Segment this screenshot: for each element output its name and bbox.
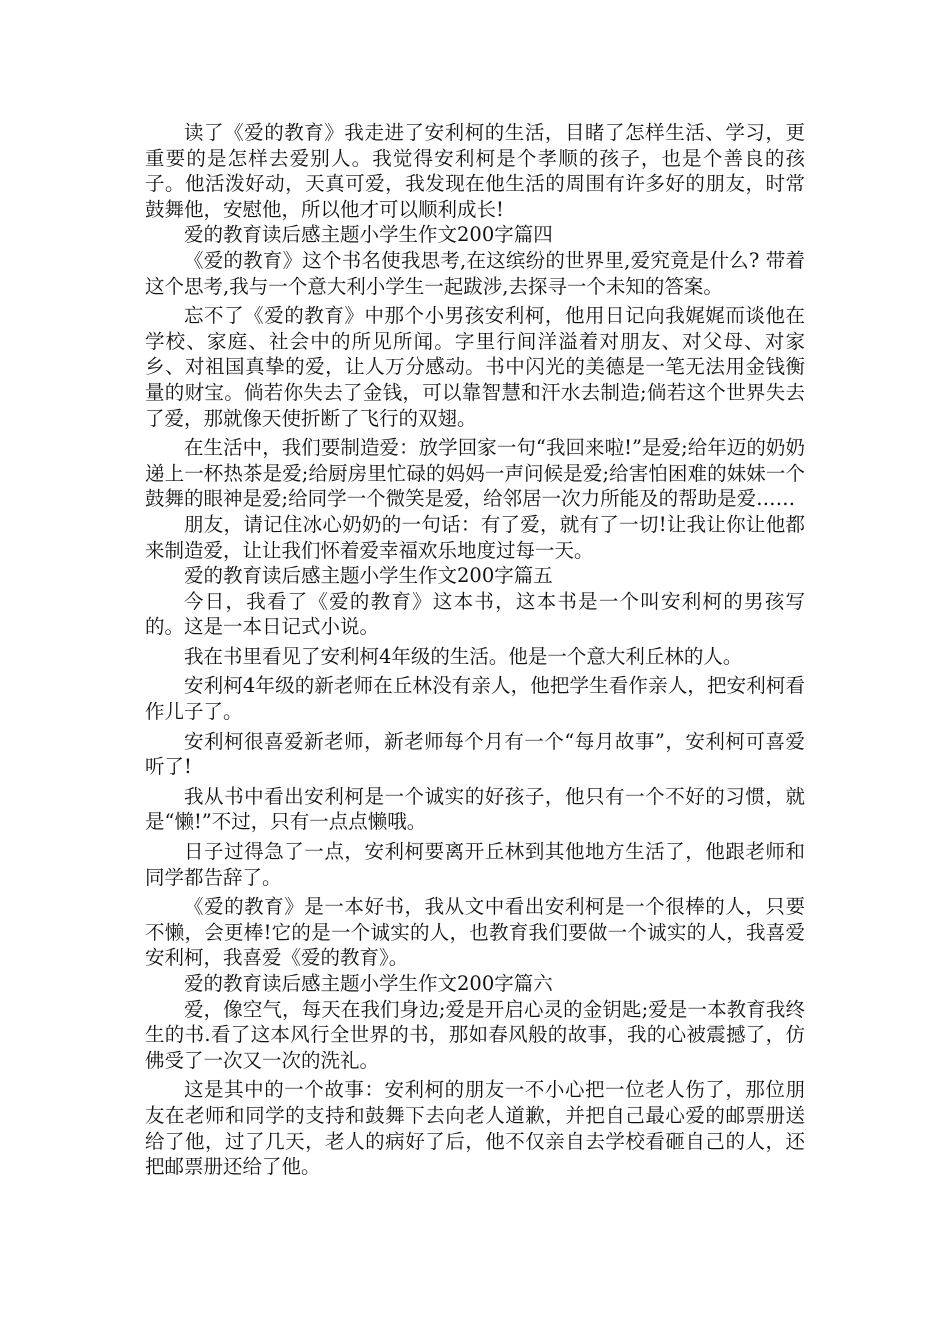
paragraph: 今日，我看了《爱的教育》这本书，这本书是一个叫安利柯的男孩写的。这是一本日记式小说。 — [145, 589, 805, 639]
paragraph: 日子过得急了一点，安利柯要离开丘林到其他地方生活了，他跟老师和同学都告辞了。 — [145, 840, 805, 889]
paragraph: 朋友，请记住冰心奶奶的一句话：有了爱，就有了一切!让我让你让他都来制造爱，让让我们怀着爱幸福欢乐地度过每一天。 — [145, 512, 805, 562]
section-heading: 爱的教育读后感主题小学生作文200字篇五 — [184, 564, 553, 588]
section-heading: 爱的教育读后感主题小学生作文200字篇四 — [184, 223, 553, 247]
paragraph: 我从书中看出安利柯是一个诚实的好孩子，他只有一个不好的习惯，就是“懒!”不过，只有一点点懒哦。 — [145, 784, 805, 834]
paragraph: 这是其中的一个故事：安利柯的朋友一不小心把一位老人伤了，那位朋友在老师和同学的支持和鼓舞下去向老人道歉，并把自己最心爱的邮票册送给了他，过了几天，老人的病好了后，他不仅亲自去学校看砸自己的人，还把邮票册还给了他。 — [145, 1078, 805, 1179]
paragraph: 《爱的教育》这个书名使我思考,在这缤纷的世界里,爱究竟是什么? 带着这个思考,我与一个意大利小学生一起跋涉,去探寻一个未知的答案。 — [145, 248, 805, 298]
paragraph: 我在书里看见了安利柯4年级的生活。他是一个意大利丘林的人。 — [184, 644, 743, 668]
paragraph: 在生活中，我们要制造爱：放学回家一句“我回来啦!”是爱;给年迈的奶奶递上一杯热茶是爱;给厨房里忙碌的妈妈一声问候是爱;给害怕困难的妹妹一个鼓舞的眼神是爱;给同学一个微笑是爱，给邻居一次力所能及的帮助是爱…… — [145, 436, 805, 511]
paragraph: 安利柯很喜爱新老师，新老师每个月有一个“每月故事”，安利柯可喜爱听了! — [145, 729, 805, 779]
document-body — [145, 120, 805, 1180]
paragraph: 读了《爱的教育》我走进了安利柯的生活，目睹了怎样生活、学习，更重要的是怎样去爱别人。我觉得安利柯是个孝顺的孩子，也是个善良的孩子。他活泼好动，天真可爱，我发现在他生活的周围有许多好的朋友，时常鼓舞他，安慰他，所以他才可以顺利成长! — [145, 121, 805, 221]
paragraph: 爱，像空气，每天在我们身边;爱是开启心灵的金钥匙;爱是一本教育我终生的书.看了这本风行全世界的书，那如春风般的故事，我的心被震撼了，仿佛受了一次又一次的洗礼。 — [145, 997, 805, 1072]
section-heading: 爱的教育读后感主题小学生作文200字篇六 — [184, 972, 553, 995]
paragraph: 《爱的教育》是一本好书，我从文中看出安利柯是一个很棒的人，只要不懒，会更棒!它的是一个诚实的人，也教育我们要做一个诚实的人，我喜爱安利柯，我喜爱《爱的教育》。 — [145, 895, 805, 970]
paragraph: 忘不了《爱的教育》中那个小男孩安利柯，他用日记向我娓娓而谈他在学校、家庭、社会中的所见所闻。字里行间洋溢着对朋友、对父母、对家乡、对祖国真挚的爱，让人万分感动。书中闪光的美德是一笔无法用金钱衡量的财宝。倘若你失去了金钱，可以靠智慧和汗水去制造;倘若这个世界失去了爱，那就像天使折断了飞行的双翅。 — [145, 304, 805, 430]
paragraph: 安利柯4年级的新老师在丘林没有亲人，他把学生看作亲人，把安利柯看作儿子了。 — [145, 674, 805, 724]
